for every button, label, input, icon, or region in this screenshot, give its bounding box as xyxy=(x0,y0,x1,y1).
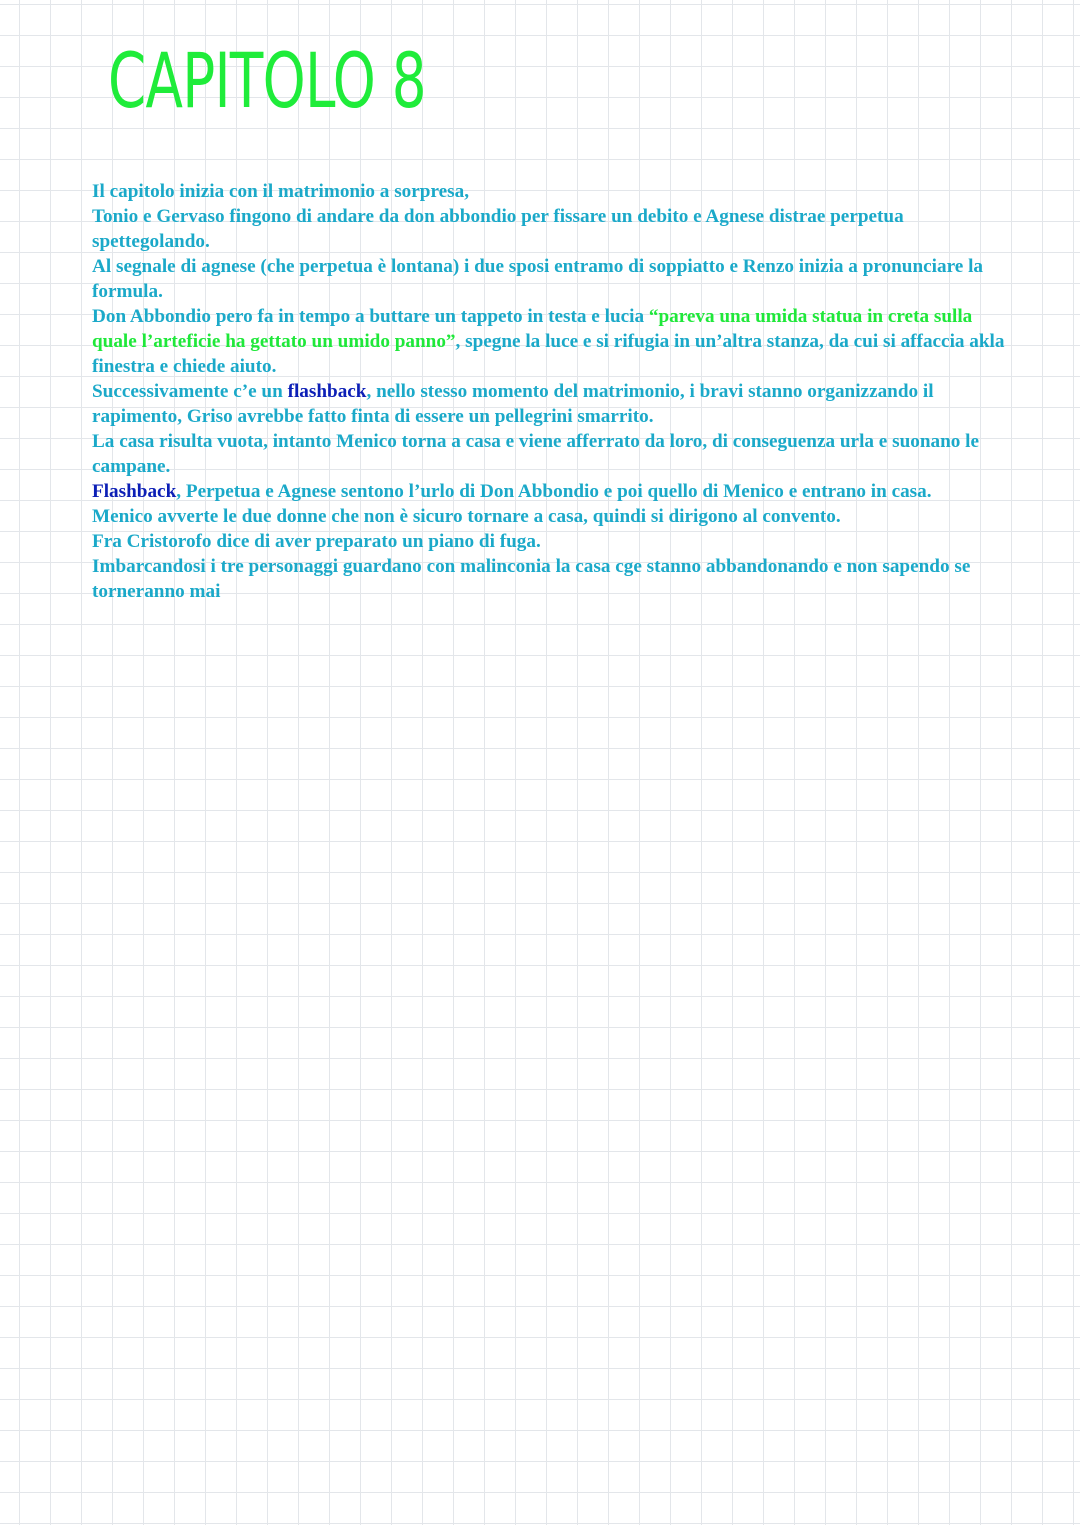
paragraph-8: Menico avverte le due donne che non è sicuro tornare a casa, quindi si dirigono al convento. xyxy=(92,506,841,527)
paragraph-7-after: , Perpetua e Agnese sentono l’urlo di Don Abbondio e poi quello di Menico e entrano in casa. xyxy=(176,481,932,502)
paragraph-10: Imbarcandosi i tre personaggi guardano con malinconia la casa cge stanno abbandonando e non sapendo se torneranno mai xyxy=(92,556,971,602)
paragraph-4-before: Don Abbondio pero fa in tempo a buttare un tappeto in testa e lucia xyxy=(92,306,649,327)
paragraph-5-after: , nello stesso momento del matrimonio, i bravi stanno organizzando il rapimento, Griso avrebbe fatto finta di essere un pellegrini smarrito. xyxy=(92,381,934,427)
paragraph-4-after: , spegne la luce e si rifugia in un’altra stanza, da cui si affaccia akla finestra e chiede aiuto. xyxy=(92,331,1005,377)
paragraph-9: Fra Cristorofo dice di aver preparato un piano di fuga. xyxy=(92,531,541,552)
paragraph-2: Tonio e Gervaso fingono di andare da don abbondio per fissare un debito e Agnese distrae perpetua spettegolando. xyxy=(92,206,904,252)
paragraph-1: Il capitolo inizia con il matrimonio a sorpresa, xyxy=(92,181,469,202)
flashback-keyword: flashback xyxy=(287,381,367,402)
page-title: CAPITOLO 8 xyxy=(108,36,426,125)
paragraph-6: La casa risulta vuota, intanto Menico torna a casa e viene afferrato da loro, di conseguenza urla e suonano le campane. xyxy=(92,431,980,477)
manzoni-quote: “pareva una umida statua in creta sulla quale l’arteficie ha gettato un umido panno” xyxy=(92,306,973,352)
paragraph-5-before: Successivamente c’e un xyxy=(92,381,288,402)
flashback-keyword-2: Flashback xyxy=(92,481,177,502)
chapter-summary xyxy=(92,179,1007,604)
paragraph-7 xyxy=(92,479,1007,504)
paragraph-5 xyxy=(92,379,1007,429)
paragraph-4 xyxy=(92,304,1007,379)
paragraph-3: Al segnale di agnese (che perpetua è lontana) i due sposi entramo di soppiatto e Renzo inizia a pronunciare la formula. xyxy=(92,256,983,302)
